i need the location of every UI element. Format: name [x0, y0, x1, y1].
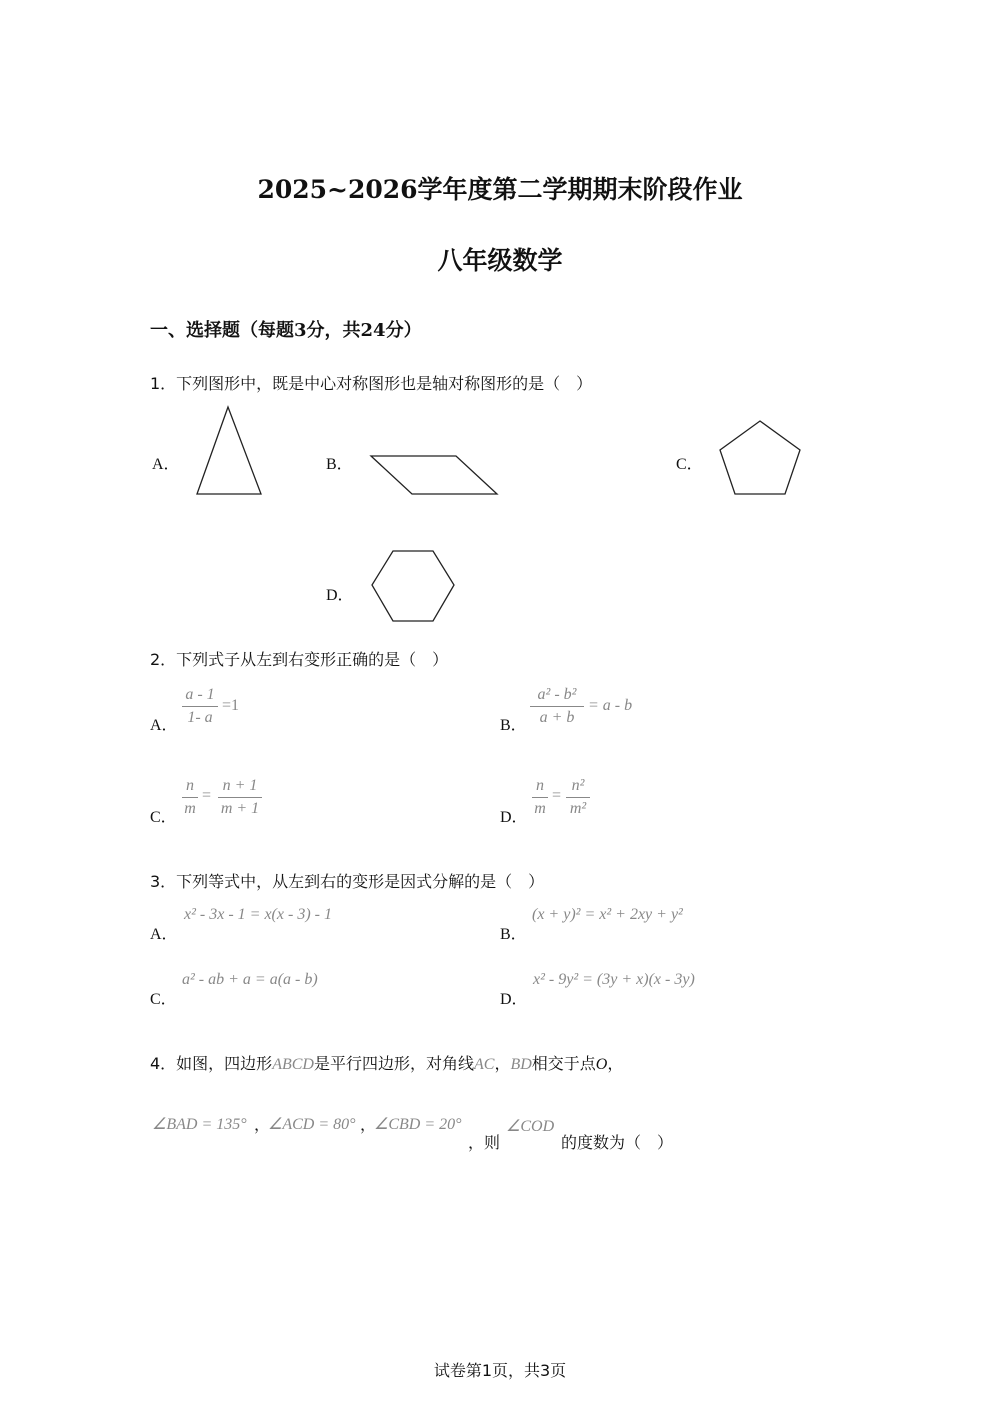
q2d-equals: = [552, 787, 562, 804]
q1-option-d-label: D． [326, 587, 354, 604]
q3-option-a-label: A． [150, 926, 178, 943]
q2-option-b-label: B． [500, 717, 527, 734]
q1-hexagon-figure [365, 543, 465, 628]
q3b-expression: (x + y)² = x² + 2xy + y² [532, 906, 683, 923]
q2b-fraction [530, 684, 584, 729]
q4-separator-2: ， [360, 1115, 377, 1134]
q2a-rhs: =1 [222, 697, 240, 714]
q4-separator-1: ， [254, 1115, 271, 1134]
q1-option-b-label: B． [326, 456, 353, 473]
q2d-denominator-left: m [534, 800, 546, 817]
q4-text-part3: 相交于点 [531, 1054, 596, 1073]
q2b-denominator: a + b [539, 709, 575, 726]
q4-angle-acd: ∠ACD = 80° [268, 1116, 356, 1133]
q1-pentagon-figure [712, 412, 812, 502]
q2c-denominator-right: m + 1 [220, 800, 260, 817]
q2c-equals: = [202, 787, 212, 804]
section-heading: 一、选择题（每题3分，共24分） [150, 320, 422, 341]
exam-title: 2025~2026学年度第二学期期末阶段作业 [257, 175, 743, 204]
q2d-numerator-left: n [536, 777, 544, 794]
q4-diagonal-bd: BD [510, 1056, 532, 1073]
q4-point-o: O [595, 1056, 608, 1073]
q1-triangle-figure [190, 400, 270, 500]
q4-angle-cbd: ∠CBD = 20° [374, 1116, 462, 1133]
question-4-stem-line1 [150, 1051, 623, 1074]
q2d-fraction-left [532, 775, 548, 820]
q2-option-d-label: D． [500, 809, 528, 826]
q2c-fraction-left [182, 775, 198, 820]
q2-option-c-label: C． [150, 809, 177, 826]
q1-option-c-label: C． [676, 456, 703, 473]
q3-option-c-label: C． [150, 991, 177, 1008]
exam-subtitle: 八年级数学 [437, 246, 563, 275]
q2a-numerator: a - 1 [185, 686, 215, 703]
q2c-fraction-right [218, 775, 262, 820]
q4-tail: 的度数为（ ） [561, 1133, 674, 1152]
q2a-fraction [182, 684, 218, 729]
q1-parallelogram-figure [365, 448, 505, 500]
q3-option-b-label: B． [500, 926, 527, 943]
q2d-denominator-right: m² [569, 800, 587, 817]
q4-text-part2: 是平行四边形，对角线 [313, 1054, 474, 1073]
q2d-numerator-right: n² [571, 777, 585, 794]
q4-text-part4: ， [607, 1054, 624, 1073]
q4-angle-cod: ∠COD [506, 1118, 555, 1135]
page-footer: 试卷第1页，共3页 [433, 1361, 567, 1380]
q2b-numerator: a² - b² [537, 686, 577, 703]
q3a-expression: x² - 3x - 1 = x(x - 3) - 1 [184, 906, 332, 923]
q2c-denominator-left: m [184, 800, 196, 817]
q3-option-d-label: D． [500, 991, 528, 1008]
question-3-stem: 3．下列等式中，从左到右的变形是因式分解的是（ ） [150, 872, 545, 891]
q3c-expression: a² - ab + a = a(a - b) [182, 971, 318, 988]
question-1-stem: 1．下列图形中，既是中心对称图形也是轴对称图形的是（ ） [150, 374, 593, 393]
q2b-rhs: = a - b [588, 697, 633, 714]
q4-comma: ， [494, 1054, 511, 1073]
question-2-stem: 2．下列式子从左到右变形正确的是（ ） [150, 650, 449, 669]
q2c-numerator-right: n + 1 [222, 777, 258, 794]
q4-diagonal-ac: AC [473, 1056, 495, 1073]
q2c-numerator-left: n [186, 777, 194, 794]
q4-angle-bad: ∠BAD = 135° [152, 1116, 247, 1133]
q2d-fraction-right [566, 775, 590, 820]
q2-option-a-label: A． [150, 717, 178, 734]
q4-quadrilateral-name: ABCD [272, 1056, 314, 1073]
q4-then: ，则 [468, 1133, 501, 1152]
q3d-expression: x² - 9y² = (3y + x)(x - 3y) [533, 971, 695, 988]
q1-option-a-label: A． [152, 456, 180, 473]
q4-text-part1: 4．如图，四边形 [150, 1054, 273, 1073]
q2a-denominator: 1- a [187, 709, 213, 726]
